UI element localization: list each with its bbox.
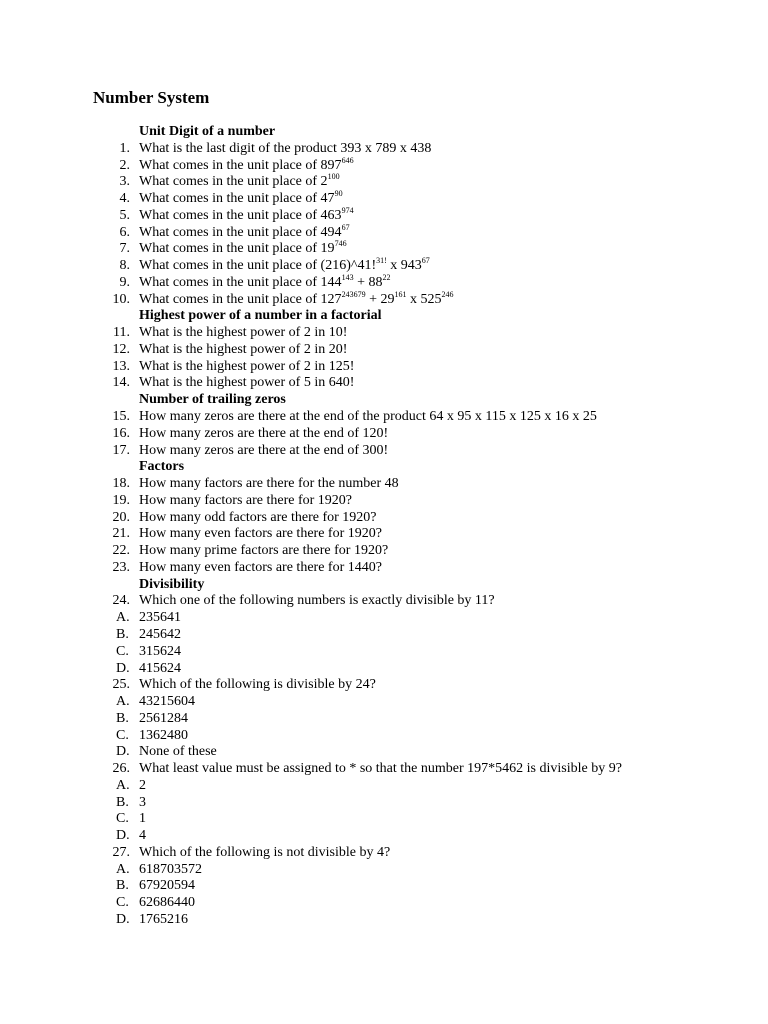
option-text: 1765216 [139, 911, 188, 927]
exponent: 67 [421, 256, 430, 266]
question-number: 26. [112, 761, 130, 777]
question-number: 1. [119, 140, 130, 156]
question-text: Which of the following is not divisible by 4? [139, 844, 391, 860]
question-text: Which one of the following numbers is exactly divisible by 11? [139, 593, 495, 609]
question-item [0, 191, 768, 208]
question-list [0, 124, 768, 929]
answer-option [0, 811, 768, 828]
option-text: 43215604 [139, 694, 195, 710]
question-item [0, 443, 768, 460]
answer-option [0, 828, 768, 845]
question-text: What is the highest power of 2 in 125! [139, 358, 355, 374]
page-title: Number System [93, 88, 210, 107]
exponent: 143 [341, 272, 354, 282]
question-item [0, 174, 768, 191]
exponent: 90 [334, 189, 343, 199]
question-item [0, 593, 768, 610]
question-number: 18. [112, 476, 130, 492]
question-number: 27. [112, 844, 130, 860]
question-number: 8. [119, 258, 130, 274]
question-number: 16. [112, 425, 130, 441]
section-heading [0, 577, 768, 594]
question-number: 2. [119, 157, 130, 173]
section-heading-text: Highest power of a number in a factorial [139, 308, 382, 324]
answer-option [0, 744, 768, 761]
option-letter: D. [116, 828, 130, 844]
answer-option [0, 644, 768, 661]
exponent: 746 [334, 239, 347, 249]
question-item [0, 526, 768, 543]
option-letter: D. [116, 660, 130, 676]
question-number: 11. [113, 325, 130, 341]
option-text: None of these [139, 744, 217, 760]
question-number: 17. [112, 442, 130, 458]
answer-option [0, 728, 768, 745]
question-item [0, 155, 768, 175]
question-text: How many even factors are there for 1440? [139, 559, 382, 575]
question-text: What comes in the unit place of $897^{646}$ [139, 155, 354, 173]
exponent: 31! [376, 256, 387, 266]
question-text: How many zeros are there at the end of the product 64 x 95 x 115 x 125 x 16 x 25 [139, 409, 597, 425]
question-text: What comes in the unit place of $19^{746}$ [139, 239, 347, 257]
exponent: 22 [382, 272, 391, 282]
question-text: What is the highest power of 2 in 10! [139, 325, 348, 341]
question-text: Which of the following is divisible by 24? [139, 677, 376, 693]
question-text: What comes in the unit place of $494^{67}$ [139, 222, 350, 240]
exponent: 100 [327, 172, 340, 182]
exponent: 646 [341, 155, 354, 165]
exponent: 243679 [341, 289, 366, 299]
section-heading [0, 392, 768, 409]
question-item [0, 761, 768, 778]
section-heading-text: Divisibility [139, 576, 205, 592]
question-text: What is the last digit of the product 393 x 789 x 438 [139, 140, 432, 156]
question-text: What is the highest power of 5 in 640! [139, 375, 355, 391]
question-text: How many zeros are there at the end of 300! [139, 442, 389, 458]
answer-option [0, 694, 768, 711]
option-text: 235641 [139, 610, 181, 626]
answer-option [0, 610, 768, 627]
option-letter: C. [116, 811, 129, 827]
question-text: What comes in the unit place of (216)^41!$^{31!}$ x $943^{67}$ [139, 256, 430, 274]
question-number: 12. [112, 341, 130, 357]
option-letter: B. [116, 878, 129, 894]
question-number: 5. [119, 207, 130, 223]
option-letter: D. [116, 911, 130, 927]
option-text: 67920594 [139, 878, 195, 894]
question-item [0, 359, 768, 376]
answer-option [0, 778, 768, 795]
option-text: 315624 [139, 643, 181, 659]
question-number: 25. [112, 677, 130, 693]
answer-option [0, 862, 768, 879]
option-letter: A. [116, 610, 130, 626]
question-text: How many zeros are there at the end of 120! [139, 425, 389, 441]
question-item [0, 510, 768, 527]
question-text: How many prime factors are there for 1920? [139, 543, 389, 559]
question-item [0, 222, 768, 242]
question-text: What least value must be assigned to * so that the number 197*5462 is divisible by 9? [139, 761, 622, 777]
option-letter: D. [116, 744, 130, 760]
option-letter: B. [116, 626, 129, 642]
option-text: 2 [139, 777, 146, 793]
exponent: 246 [441, 289, 454, 299]
option-letter: C. [116, 643, 129, 659]
question-number: 21. [112, 526, 130, 542]
answer-option [0, 711, 768, 728]
answer-option [0, 912, 768, 929]
question-item [0, 342, 768, 359]
question-item [0, 845, 768, 862]
answer-option [0, 795, 768, 812]
question-number: 23. [112, 559, 130, 575]
question-item [0, 375, 768, 392]
question-number: 24. [112, 593, 130, 609]
question-number: 4. [119, 191, 130, 207]
question-item [0, 543, 768, 560]
question-number: 14. [112, 375, 130, 391]
question-text: What comes in the unit place of $47^{90}$ [139, 189, 343, 207]
section-heading-text: Factors [139, 459, 185, 475]
question-number: 15. [112, 409, 130, 425]
question-text: How many even factors are there for 1920? [139, 526, 382, 542]
exponent: 67 [341, 222, 350, 232]
answer-option [0, 661, 768, 678]
option-letter: A. [116, 777, 130, 793]
question-item [0, 325, 768, 342]
question-text: What comes in the unit place of $144^{143} + 88^{22}$ [139, 272, 391, 290]
option-letter: C. [116, 895, 129, 911]
section-heading [0, 124, 768, 141]
option-letter: B. [116, 794, 129, 810]
question-text: How many factors are there for the number 48 [139, 476, 399, 492]
option-letter: B. [116, 710, 129, 726]
option-text: 618703572 [139, 861, 202, 877]
question-number: 10. [112, 291, 130, 307]
question-number: 20. [112, 509, 130, 525]
option-text: 1 [139, 811, 146, 827]
option-text: 3 [139, 794, 146, 810]
option-text: 415624 [139, 660, 181, 676]
answer-option [0, 627, 768, 644]
question-text: What comes in the unit place of $2^{100}$ [139, 172, 340, 190]
question-item [0, 289, 768, 309]
section-heading-text: Unit Digit of a number [139, 124, 276, 139]
question-item [0, 141, 768, 158]
question-item [0, 426, 768, 443]
question-item [0, 409, 768, 426]
question-item [0, 560, 768, 577]
answer-option [0, 878, 768, 895]
question-number: 22. [112, 543, 130, 559]
exponent: 161 [394, 289, 407, 299]
question-text: How many odd factors are there for 1920? [139, 509, 377, 525]
option-text: 2561284 [139, 710, 188, 726]
question-item [0, 493, 768, 510]
option-text: 4 [139, 828, 146, 844]
option-text: 245642 [139, 626, 181, 642]
answer-option [0, 895, 768, 912]
question-number: 9. [119, 274, 130, 290]
question-number: 13. [112, 358, 130, 374]
option-letter: C. [116, 727, 129, 743]
section-heading [0, 308, 768, 325]
question-text: How many factors are there for 1920? [139, 492, 353, 508]
section-heading [0, 459, 768, 476]
question-text: What is the highest power of 2 in 20! [139, 341, 348, 357]
question-item [0, 272, 768, 292]
question-number: 3. [119, 174, 130, 190]
question-item [0, 476, 768, 493]
question-item [0, 205, 768, 225]
option-text: 1362480 [139, 727, 188, 743]
question-number: 19. [112, 492, 130, 508]
question-text: What comes in the unit place of $127^{243679} + 29^{161}$ x $525^{246}$ [139, 289, 454, 307]
exponent: 974 [341, 205, 354, 215]
section-heading-text: Number of trailing zeros [139, 392, 286, 408]
option-text: 62686440 [139, 895, 195, 911]
question-number: 6. [119, 224, 130, 240]
option-letter: A. [116, 861, 130, 877]
question-text: What comes in the unit place of $463^{974}$ [139, 205, 354, 223]
question-item [0, 677, 768, 694]
question-number: 7. [119, 241, 130, 257]
option-letter: A. [116, 694, 130, 710]
